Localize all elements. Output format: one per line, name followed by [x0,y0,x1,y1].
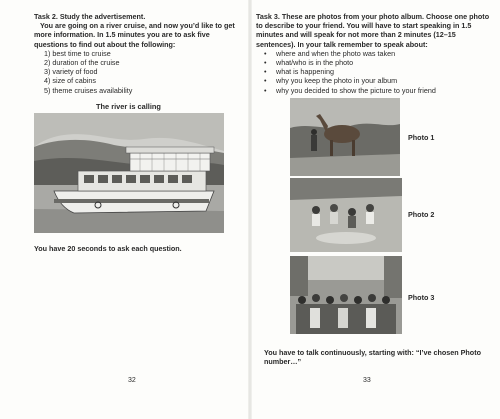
task2-item: 4) size of cabins [44,76,96,86]
closing-instruction: You have to talk continuously, starting with: “I’ve chosen Photo number…” [264,348,481,367]
task2-title: Task 2. Study the advertisement. [34,12,146,21]
ad-caption: The river is calling [96,102,161,111]
task3-bullet: • what is happening [276,67,494,76]
task3-intro: These are photos from your photo album. Choose one photo to describe to your friend. You will have to start speaking in 1.5 minutes and will speak for not more than 2 minutes (12–15 sentences). In your talk remember to speak about: [256,12,490,49]
right-page [250,0,500,419]
task2-item: 3) variety of food [44,67,98,77]
photo-2-label: Photo 2 [408,210,435,219]
photo-3-label: Photo 3 [408,293,435,302]
photo-2-image [290,178,402,252]
task3-header [256,12,494,49]
task2-item: 5) theme cruises availability [44,85,133,95]
task3-bullet: • what/who is in the photo [276,58,494,67]
task3-block [256,12,494,95]
photo-1-label: Photo 1 [408,133,435,142]
page-number-right: 33 [363,377,371,384]
page-number-left: 32 [128,377,136,384]
river-boat-photo [34,113,224,233]
task3-bullet: • where and when the photo was taken [276,49,494,58]
task2-item: 1) best time to cruise [44,48,111,58]
task3-bullet: • why you decided to show the picture to your friend [276,86,494,95]
task2-intro: You are going on a river cruise, and now you’d like to get more information. In 1.5 minutes you are to ask five questions to find out about the following: [34,21,235,49]
photo-3-image [290,256,402,334]
task2-list [34,49,239,95]
task2-item: 2) duration of the cruise [44,58,120,68]
photo-1-image [290,98,400,176]
task3-bullets [256,49,494,95]
task3-bullet: • why you keep the photo in your album [276,76,494,85]
task3-title: Task 3. [256,12,280,21]
time-note: You have 20 seconds to ask each question. [34,244,182,253]
task2-block [34,12,239,95]
